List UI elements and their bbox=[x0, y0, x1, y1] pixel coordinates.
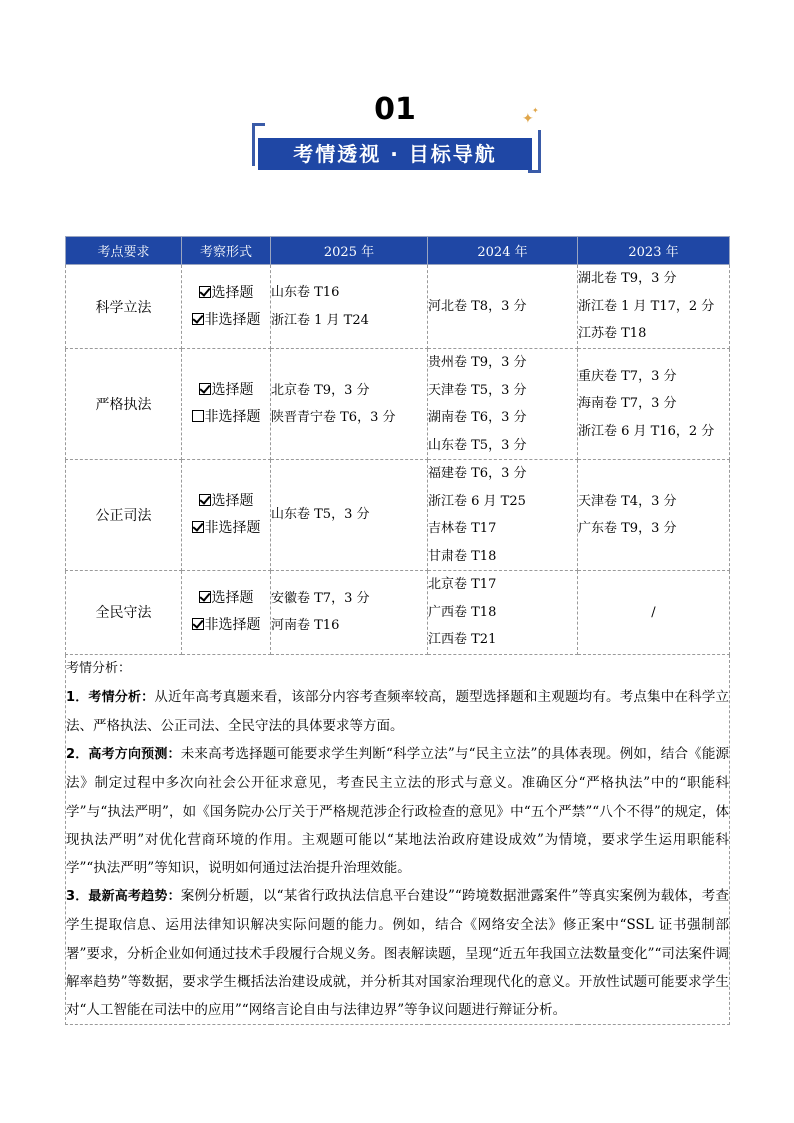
topic-cell: 科学立法 bbox=[66, 265, 182, 349]
analysis-text-2: 未来高考选择题可能要求学生判断“科学立法”与“民主立法”的具体表现。例如，结合《能源法》制定过程中多次向社会公开征求意见，考查民主立法的形式与意义。准确区分“严格执法”中的“职能科学”与“执法严明”，如《国务院办公厅关于严格规范涉企行政检查的意见》中“五个严禁”“八个不得”的规定，体现执法严明”对优化营商环境的作用。主观题可能以“某地法治政府建设成效”为情境，要求学生运用职能科学”“执法严明”等知识，说明如何通过法治提升治理效能。 bbox=[66, 746, 730, 876]
table-row bbox=[66, 571, 730, 655]
form-option-label: 非选择题 bbox=[204, 520, 261, 536]
form-option bbox=[182, 585, 270, 612]
exam-reference: 重庆卷 T7，3 分 bbox=[578, 368, 677, 384]
form-option-label: 选择题 bbox=[211, 590, 254, 607]
analysis-item-2 bbox=[66, 740, 729, 882]
analysis-text-3: 案例分析题，以“某省行政执法信息平台建设”“跨境数据泄露案件”等真实案例为载体，考查学生提取信息、运用法律知识解决实际问题的能力。例如，结合《网络安全法》修正案中“SSL 证书强制部署”要求，分析企业如何通过技术手段履行合规义务。图表解读题，呈现“近五年我国立法数量变化”“司法案件调解率趋势”等数据，要求学生概括法治建设成就，并分析其对国家治理现代化的意义。开放性试题可能要求学生对“人工智能在司法中的应用”“网络言论自由与法律边界”等争议问题进行辩证分析。 bbox=[66, 888, 729, 1018]
year-cell-2023 bbox=[578, 349, 730, 460]
section-header bbox=[0, 0, 794, 190]
year-cell-2025 bbox=[271, 265, 428, 349]
year-cell-2024 bbox=[428, 349, 578, 460]
form-option bbox=[182, 280, 270, 307]
header-2024: 2024 年 bbox=[428, 237, 578, 265]
form-option-label: 选择题 bbox=[211, 284, 254, 301]
year-cell-2023 bbox=[578, 265, 730, 349]
checked-box-icon bbox=[192, 618, 204, 630]
table-header-row bbox=[66, 237, 730, 265]
exam-reference: 贵州卷 T9，3 分 bbox=[428, 355, 527, 370]
unchecked-box-icon bbox=[192, 410, 204, 422]
exam-reference: 浙江卷 6 月 T16，2 分 bbox=[578, 423, 715, 439]
section-number: 01 bbox=[374, 92, 416, 127]
exam-reference: 湖南卷 T6，3 分 bbox=[428, 410, 527, 425]
form-option bbox=[182, 377, 270, 404]
year-cell-2023 bbox=[578, 571, 730, 655]
analysis-title: 考情分析： bbox=[66, 660, 132, 676]
exam-reference: 河北卷 T8，3 分 bbox=[428, 298, 527, 314]
analysis-row bbox=[66, 654, 730, 1025]
year-cell-2025 bbox=[271, 460, 428, 571]
analysis-text-1: 从近年高考真题来看，该部分内容考查频率较高，题型选择题和主观题均有。考点集中在科学立法、严格执法、公正司法、全民守法的具体要求等方面。 bbox=[66, 688, 730, 734]
exam-reference: 浙江卷 1 月 T17，2 分 bbox=[578, 298, 715, 314]
checked-box-icon bbox=[199, 286, 211, 298]
exam-reference: 广西卷 T18 bbox=[428, 604, 497, 620]
header-topic: 考点要求 bbox=[66, 237, 182, 265]
exam-reference: 广东卷 T9，3 分 bbox=[578, 521, 677, 536]
year-cell-2024 bbox=[428, 571, 578, 655]
exam-reference: 甘肃卷 T18 bbox=[428, 548, 497, 564]
checked-box-icon bbox=[199, 591, 211, 603]
form-option bbox=[182, 515, 270, 542]
form-option bbox=[182, 307, 270, 334]
form-cell bbox=[182, 571, 271, 655]
topic-cell: 公正司法 bbox=[66, 460, 182, 571]
exam-reference: 安徽卷 T7，3 分 bbox=[271, 590, 370, 606]
form-option-label: 非选择题 bbox=[204, 409, 261, 425]
sparkle-small-icon: ✦ bbox=[532, 106, 539, 115]
exam-reference: 北京卷 T17 bbox=[428, 577, 497, 592]
form-option-label: 选择题 bbox=[211, 493, 254, 509]
exam-reference: 陕晋青宁卷 T6，3 分 bbox=[271, 410, 396, 425]
table-row bbox=[66, 349, 730, 460]
exam-reference: 山东卷 T5，3 分 bbox=[428, 437, 527, 453]
exam-reference: 吉林卷 T17 bbox=[428, 521, 497, 536]
exam-reference: 浙江卷 1 月 T24 bbox=[271, 312, 369, 328]
checked-box-icon bbox=[192, 313, 204, 325]
exam-reference: 北京卷 T9，3 分 bbox=[271, 382, 370, 398]
checked-box-icon bbox=[192, 521, 204, 533]
year-cell-2025 bbox=[271, 571, 428, 655]
form-option-label: 选择题 bbox=[211, 382, 254, 398]
exam-reference: 福建卷 T6，3 分 bbox=[428, 466, 527, 481]
exam-reference: 河南卷 T16 bbox=[271, 618, 340, 634]
header-form: 考察形式 bbox=[182, 237, 271, 265]
form-option bbox=[182, 612, 270, 639]
table-row bbox=[66, 460, 730, 571]
exam-reference: 江西卷 T21 bbox=[428, 632, 497, 647]
year-cell-2024 bbox=[428, 265, 578, 349]
year-cell-2025 bbox=[271, 349, 428, 460]
topic-cell: 严格执法 bbox=[66, 349, 182, 460]
exam-reference: 天津卷 T4，3 分 bbox=[578, 493, 677, 509]
analysis-heading-3: 3．最新高考趋势： bbox=[66, 889, 181, 905]
topic-cell: 全民守法 bbox=[66, 571, 182, 655]
checked-box-icon bbox=[199, 383, 211, 395]
form-cell bbox=[182, 349, 271, 460]
checked-box-icon bbox=[199, 494, 211, 506]
exam-reference: / bbox=[651, 604, 656, 620]
section-banner-title: 考情透视 · 目标导航 bbox=[258, 138, 532, 170]
analysis-item-3 bbox=[66, 882, 729, 1024]
form-option-label: 非选择题 bbox=[204, 617, 261, 634]
form-cell bbox=[182, 265, 271, 349]
exam-reference: 山东卷 T5，3 分 bbox=[271, 507, 370, 523]
table-row bbox=[66, 265, 730, 349]
exam-reference: 湖北卷 T9，3 分 bbox=[578, 271, 677, 287]
form-option bbox=[182, 404, 270, 431]
year-cell-2024 bbox=[428, 460, 578, 571]
analysis-heading-2: 2．高考方向预测： bbox=[66, 747, 181, 763]
analysis-item-1 bbox=[66, 683, 729, 740]
exam-reference: 山东卷 T16 bbox=[271, 285, 340, 300]
year-cell-2023 bbox=[578, 460, 730, 571]
exam-reference: 浙江卷 6 月 T25 bbox=[428, 493, 526, 509]
exam-reference: 海南卷 T7，3 分 bbox=[578, 396, 677, 412]
exam-reference: 天津卷 T5，3 分 bbox=[428, 382, 527, 398]
form-option-label: 非选择题 bbox=[204, 311, 261, 328]
sparkle-icon: ✦ bbox=[522, 111, 534, 127]
form-option bbox=[182, 488, 270, 515]
header-2025: 2025 年 bbox=[271, 237, 428, 265]
analysis-cell bbox=[66, 654, 730, 1025]
exam-analysis-table bbox=[65, 236, 730, 1025]
header-2023: 2023 年 bbox=[578, 237, 730, 265]
form-cell bbox=[182, 460, 271, 571]
analysis-heading-1: 1．考情分析： bbox=[66, 689, 155, 705]
exam-reference: 江苏卷 T18 bbox=[578, 326, 647, 342]
